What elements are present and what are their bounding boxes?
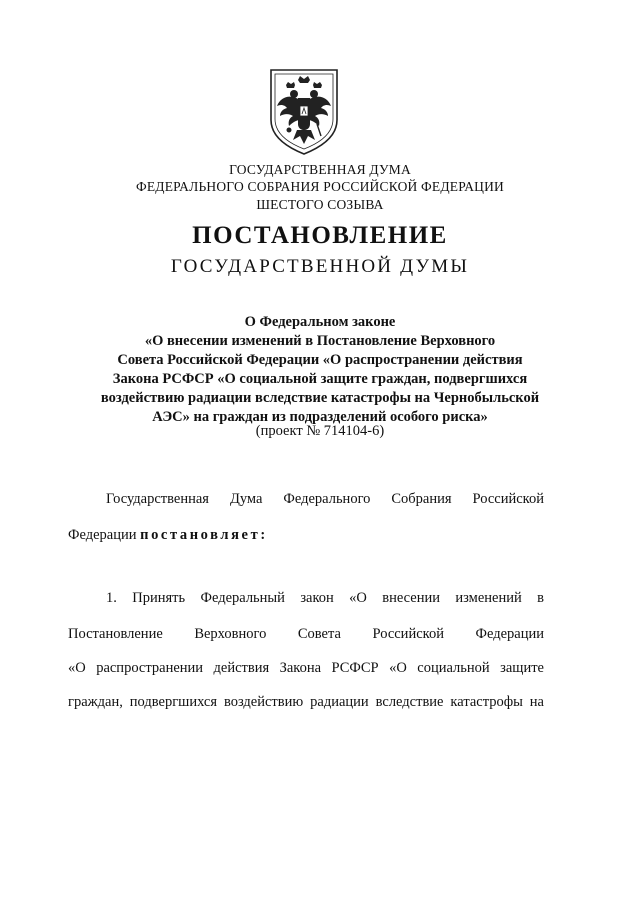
preamble-line — [68, 527, 268, 544]
about-line: воздействию радиации вследствие катастрофы на Чернобыльской — [100, 390, 540, 406]
about-line: Закона РСФСР «О социальной защите граждан, подвергшихся — [112, 371, 528, 387]
item-line: Постановление Верховного Совета Российской Федерации — [68, 626, 544, 642]
header-duma: ГОСУДАРСТВЕННАЯ ДУМА — [229, 162, 411, 177]
header-convocation: ШЕСТОГО СОЗЫВА — [256, 197, 384, 212]
resolves-word: постановляет: — [140, 527, 268, 543]
preamble-text: Федерации — [68, 527, 141, 543]
coat-of-arms-emblem-icon — [267, 68, 341, 156]
about-line: О Федеральном законе — [244, 314, 396, 330]
item-line: граждан, подвергшихся воздействию радиации вследствие катастрофы на — [68, 694, 544, 710]
page-subtitle: ГОСУДАРСТВЕННОЙ ДУМЫ — [170, 256, 470, 277]
header-federal-assembly: ФЕДЕРАЛЬНОГО СОБРАНИЯ РОССИЙСКОЙ ФЕДЕРАЦИИ — [136, 179, 504, 194]
about-line: «О внесении изменений в Постановление Верховного — [144, 333, 496, 349]
about-line: АЭС» на граждан из подразделений особого риска» — [152, 409, 488, 425]
item-line: «О распространении действия Закона РСФСР «О социальной защите — [68, 660, 544, 676]
preamble-line: Государственная Дума Федерального Собрания Российской — [106, 491, 544, 507]
page-title: ПОСТАНОВЛЕНИЕ — [192, 222, 448, 249]
about-line: Совета Российской Федерации «О распространении действия — [117, 352, 523, 368]
project-number: (проект № 714104-6) — [255, 423, 385, 439]
item-line: 1. Принять Федеральный закон «О внесении изменений в — [106, 590, 544, 606]
